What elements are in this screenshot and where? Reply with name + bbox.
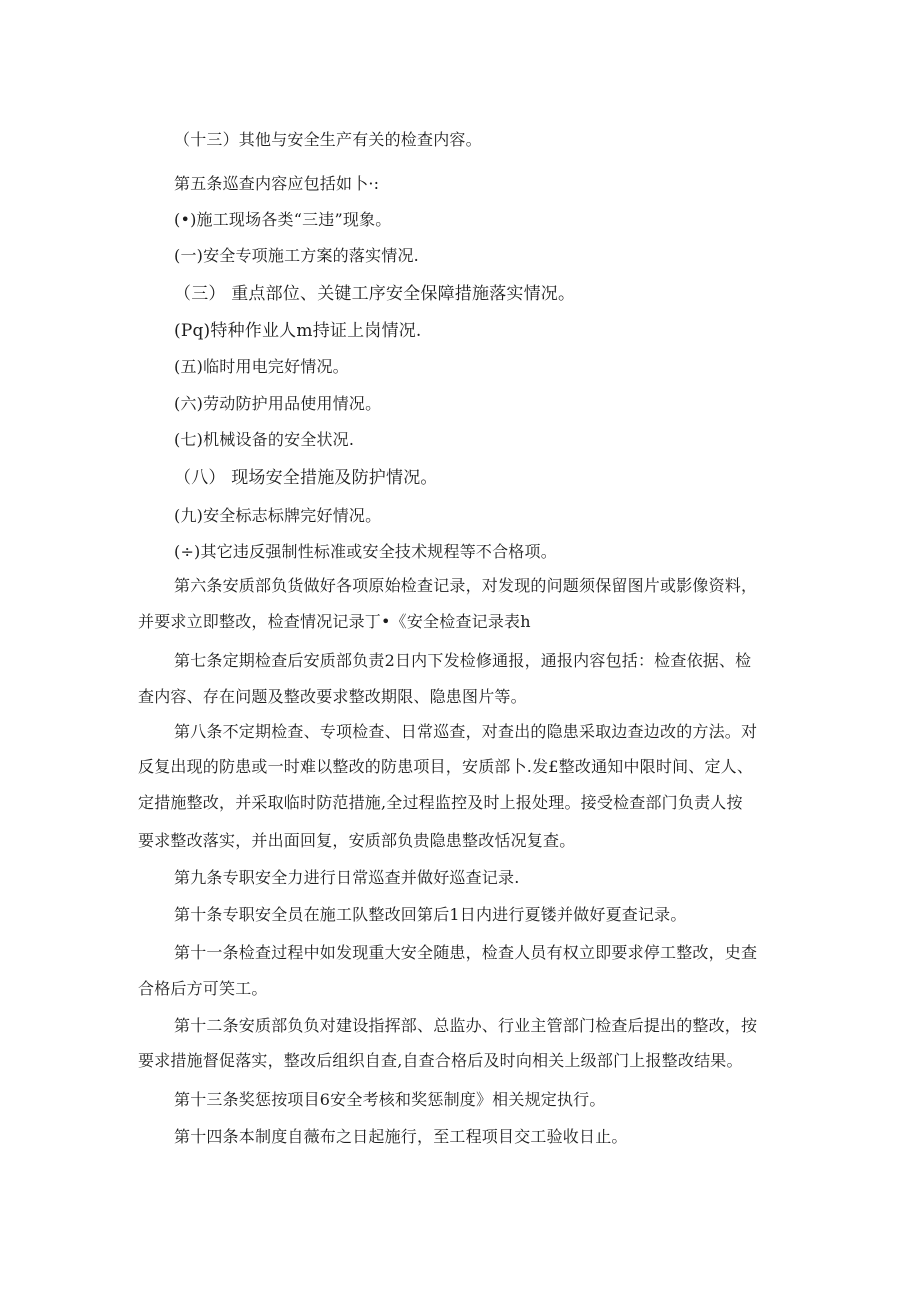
patrol-item-4: (Pq)特种作业人m持证上岗情况. xyxy=(174,321,422,341)
patrol-item-7: (七)机械设备的安全状况. xyxy=(174,430,355,449)
article-6-line-1: 第六条安质部负货做好各项原始检查记录，对发现的问题须保留图片或影像资料， xyxy=(174,576,758,595)
article-7-line-2: 查内容、存在问题及整改要求整改期限、隐患图片等。 xyxy=(138,687,527,706)
patrol-item-3: （三） 重点部位、关键工序安全保障措施落实情况。 xyxy=(174,284,576,304)
patrol-item-1: (•)施工现场各类“三违”现象。 xyxy=(174,210,392,229)
article-8-line-2: 反复出现的防患或一时难以整改的防患项目，安质部卜.发£整改通知中限时间、定人、 xyxy=(138,757,754,776)
patrol-item-5: (五)临时用电完好情况。 xyxy=(174,357,349,376)
article-14: 第十四条本制度自薇布之日起施行，至工程项目交工验收日止。 xyxy=(174,1127,628,1146)
patrol-item-6: (六)劳动防护用品使用情况。 xyxy=(174,394,382,413)
article-8-line-4: 要求整改落实，并出面回复，安质部负贵隐患整改恬况复查。 xyxy=(138,831,576,850)
article-11-line-2: 合格后方可笑工。 xyxy=(138,979,268,998)
patrol-item-10: (÷)其它违反强制性标准或安全技术规程等不合格项。 xyxy=(174,542,557,561)
patrol-item-9: (九)安全标志标牌完好情况。 xyxy=(174,506,382,525)
article-12-line-2: 要求措施督促落实，整改后组织自查,自查合格后及时向相关上级部门上报整改结果。 xyxy=(138,1051,743,1070)
item-13: （十三）其他与安全生产有关的检查内容。 xyxy=(174,130,482,149)
article-12-line-1: 第十二条安质部负负对建设指挥部、总监办、行业主管部门检查后提出的整改，按 xyxy=(174,1016,758,1035)
article-9: 第九条专职安全力进行日常巡查并做好巡查记录. xyxy=(174,868,520,887)
article-10: 第十条专职安全员在施工队整改回第后1日内进行夏镂并做好夏查记录。 xyxy=(174,905,687,924)
article-6-line-2: 并要求立即整改，检查情况记录丁•《安全检查记录表h xyxy=(138,612,531,631)
article-13: 第十三条奖惩按项目6安全考核和奖惩制度》相关规定执行。 xyxy=(174,1090,606,1109)
article-11-line-1: 第十一条检查过程中如发现重大安全随患，检查人员有权立即要求停工整改，史查 xyxy=(174,943,758,962)
article-8-line-1: 第八条不定期检查、专项检查、日常巡查，对查出的隐患采取边查边改的方法。对 xyxy=(174,722,758,741)
article-8-line-3: 定措施整改，并采取临时防范措施,全过程监控及时上报处理。接受检查部门负责人按 xyxy=(138,793,743,812)
article-7-line-1: 第七条定期检查后安质部负责2日内下发检修通报，通报内容包括：检查依据、检 xyxy=(174,651,752,670)
patrol-item-8: （八） 现场安全措施及防护情况。 xyxy=(174,468,438,488)
article-5-heading: 第五条巡查内容应包括如卜·: xyxy=(174,174,380,193)
patrol-item-2: (一)安全专项施工方案的落实情况. xyxy=(174,246,419,265)
